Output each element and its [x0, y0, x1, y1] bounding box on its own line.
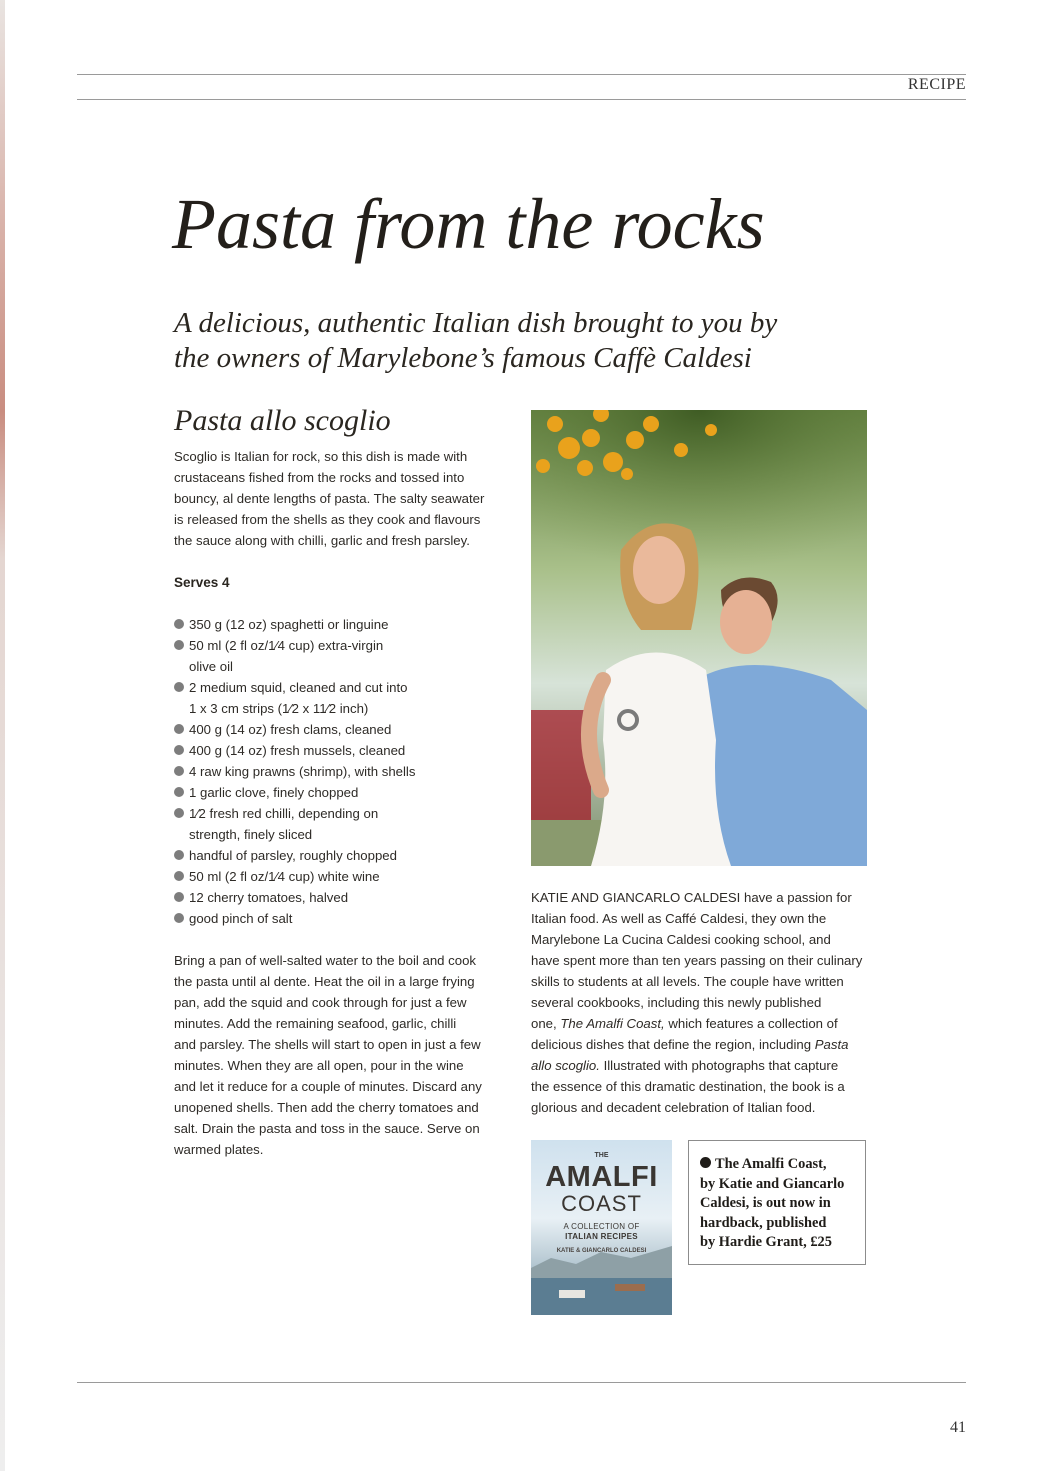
author-photo	[531, 410, 867, 866]
intro-line: is released from the shells as they cook and flavours	[174, 512, 481, 527]
info-line: by Katie and Giancarlo	[700, 1175, 845, 1192]
bullet-icon	[174, 640, 184, 650]
recipe-column	[174, 402, 504, 1160]
cover-the: THE	[594, 1152, 609, 1159]
header-rule-top	[77, 74, 966, 75]
dish-name-italic: Pasta	[814, 1037, 849, 1052]
serves-label: Serves 4	[174, 575, 230, 590]
bio-line: one,	[531, 1016, 561, 1031]
method-line: and let it reduce for a couple of minutes. Discard any	[174, 1079, 482, 1094]
method-line: warmed plates.	[174, 1142, 264, 1157]
bio-line: delicious dishes that define the region, including	[531, 1037, 815, 1052]
cover-tagline: ITALIAN RECIPES	[565, 1232, 638, 1241]
ingredient-item: 12 cherry tomatoes, halved	[174, 887, 504, 908]
bullet-icon	[174, 808, 184, 818]
method-line: pan, add the squid and cook through for just a few	[174, 995, 467, 1010]
intro-line: crustaceans fished from the rocks and tossed into	[174, 470, 465, 485]
author-photo-illustration	[531, 410, 867, 866]
cover-tagline: A COLLECTION OF	[563, 1222, 640, 1231]
method-line: minutes. When they are all open, pour in the wine	[174, 1058, 464, 1073]
cover-subtitle: COAST	[561, 1191, 642, 1216]
ingredient-item: good pinch of salt	[174, 908, 504, 929]
bio-line: Illustrated with photographs that capture	[599, 1058, 839, 1073]
ingredient-item: 2 medium squid, cleaned and cut into 1 x 3 cm strips (1⁄2 x 11⁄2 inch)	[174, 677, 504, 719]
intro-line: Scoglio is Italian for rock, so this dish is made with	[174, 449, 468, 464]
method-line: the pasta until al dente. Heat the oil in a large frying	[174, 974, 475, 989]
bullet-icon	[700, 1157, 711, 1168]
bullet-icon	[174, 787, 184, 797]
recipe-intro	[174, 446, 504, 551]
ingredient-item: 50 ml (2 fl oz/1⁄4 cup) white wine	[174, 866, 504, 887]
book-cover	[531, 1140, 672, 1315]
bullet-icon	[174, 766, 184, 776]
section-label: RECIPE	[907, 76, 966, 93]
bullet-icon	[174, 913, 184, 923]
bio-line: the essence of this dramatic destination, the book is a	[531, 1079, 845, 1094]
info-line: hardback, published	[700, 1214, 827, 1231]
ingredient-item: 400 g (14 oz) fresh mussels, cleaned	[174, 740, 504, 761]
author-bio	[531, 887, 871, 1118]
dish-name-italic: allo scoglio.	[531, 1058, 600, 1073]
ingredient-list	[174, 614, 504, 929]
ingredient-item: 1 garlic clove, finely chopped	[174, 782, 504, 803]
bullet-icon	[174, 892, 184, 902]
bio-line: KATIE AND GIANCARLO CALDESI have a passion for	[531, 890, 852, 905]
ingredient-item: 350 g (12 oz) spaghetti or linguine	[174, 614, 504, 635]
ingredient-item: 1⁄2 fresh red chilli, depending on strength, finely sliced	[174, 803, 504, 845]
method-line: salt. Drain the pasta and toss in the sauce. Serve on	[174, 1121, 480, 1136]
info-line: The Amalfi Coast,	[715, 1156, 827, 1172]
recipe-name: Pasta allo scoglio	[174, 404, 391, 437]
info-line: by Hardie Grant, £25	[700, 1234, 832, 1250]
method-line: and parsley. The shells will start to open in just a few	[174, 1037, 481, 1052]
bio-line: skills to students at all levels. The couple have written	[531, 974, 844, 989]
bio-line: have spent more than ten years passing on their culinary	[531, 953, 863, 968]
bullet-icon	[174, 850, 184, 860]
intro-line: bouncy, al dente lengths of pasta. The salty seawater	[174, 491, 485, 506]
book-title-italic: The Amalfi Coast,	[560, 1016, 665, 1031]
cover-title: AMALFI	[545, 1161, 658, 1193]
method-line: minutes. Add the remaining seafood, garlic, chilli	[174, 1016, 457, 1031]
bullet-icon	[174, 619, 184, 629]
page-number: 41	[950, 1419, 966, 1436]
ingredient-item: 400 g (14 oz) fresh clams, cleaned	[174, 719, 504, 740]
bio-line: which features a collection of	[664, 1016, 838, 1031]
page-edge-shadow	[0, 0, 5, 1471]
method-line: unopened shells. Then add the cherry tomatoes and	[174, 1100, 479, 1115]
bullet-icon	[174, 724, 184, 734]
bullet-icon	[174, 745, 184, 755]
article-standfirst	[174, 306, 894, 376]
ingredient-item: 4 raw king prawns (shrimp), with shells	[174, 761, 504, 782]
bio-line: several cookbooks, including this newly published	[531, 995, 822, 1010]
header-rule-bottom	[77, 99, 966, 100]
bullet-icon	[174, 682, 184, 692]
standfirst-line: the owners of Marylebone’s famous Caffè Caldesi	[174, 342, 752, 374]
intro-line: the sauce along with chilli, garlic and fresh parsley.	[174, 533, 470, 548]
ingredient-item: 50 ml (2 fl oz/1⁄4 cup) extra-virgin olive oil	[174, 635, 504, 677]
standfirst-line: A delicious, authentic Italian dish brought to you by	[174, 307, 778, 339]
bio-line: Italian food. As well as Caffé Caldesi, they own the	[531, 911, 827, 926]
cover-authors: KATIE & GIANCARLO CALDESI	[556, 1248, 647, 1254]
ingredient-item: handful of parsley, roughly chopped	[174, 845, 504, 866]
footer-rule	[77, 1382, 966, 1383]
bio-line: Marylebone La Cucina Caldesi cooking school, and	[531, 932, 831, 947]
bio-line: glorious and decadent celebration of Italian food.	[531, 1100, 816, 1115]
info-line: Caldesi, is out now in	[700, 1195, 831, 1211]
article-title: Pasta from the rocks	[172, 184, 765, 264]
recipe-method	[174, 950, 504, 1160]
method-line: Bring a pan of well-salted water to the boil and cook	[174, 953, 477, 968]
bullet-icon	[174, 871, 184, 881]
book-info-box	[688, 1140, 866, 1265]
